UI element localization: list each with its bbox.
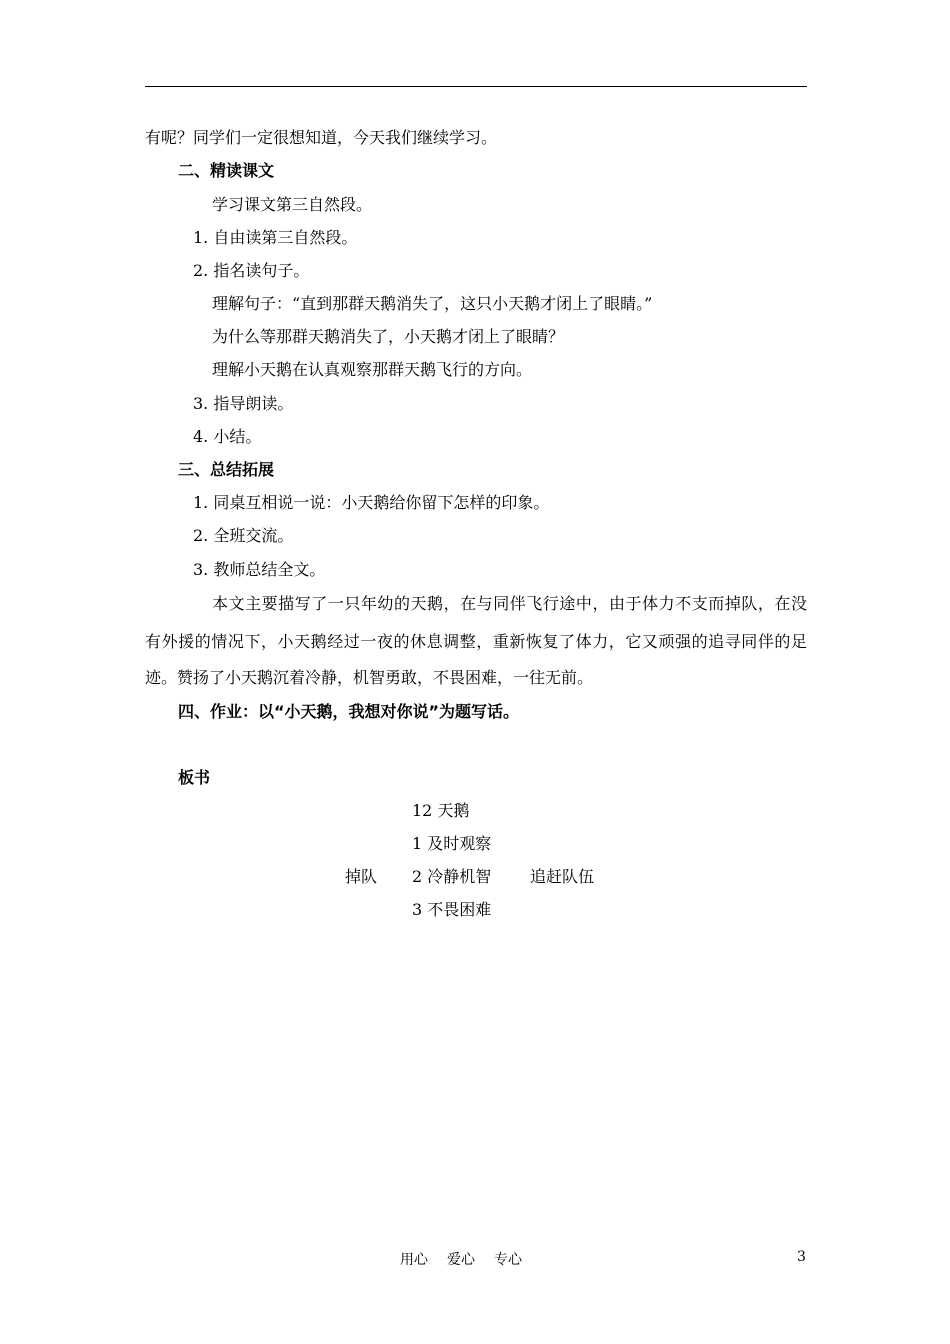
header-rule xyxy=(145,86,807,87)
study-line: 学习课文第三自然段。 xyxy=(212,195,373,214)
list-item-class-exchange: 2. 全班交流。 xyxy=(193,526,294,545)
board-title: 12 天鹅 xyxy=(412,801,470,820)
list-item-free-read: 1. 自由读第三自然段。 xyxy=(193,228,358,247)
intro-tail-paragraph: 有呢？同学们一定很想知道，今天我们继续学习。 xyxy=(145,128,498,147)
footer-motto-3: 专心 xyxy=(494,1252,522,1268)
summary-line-3: 迹。赞扬了小天鹅沉着冷静，机智勇敢，不畏困难，一往无前。 xyxy=(145,668,594,687)
page-number: 3 xyxy=(797,1249,806,1265)
summary-line-1: 本文主要描写了一只年幼的天鹅，在与同伴飞行途中，由于体力不支而掉队，在没 xyxy=(212,594,807,613)
section3-heading: 三、总结拓展 xyxy=(178,460,275,479)
list-item-summary: 4. 小结。 xyxy=(193,427,262,446)
board-left-label: 掉队 xyxy=(345,867,378,886)
question-line: 为什么等那群天鹅消失了，小天鹅才闭上了眼睛？ xyxy=(212,327,565,346)
board-heading: 板书 xyxy=(178,768,211,787)
board-point-2: 2 冷静机智 xyxy=(412,867,492,886)
board-right-label: 追赶队伍 xyxy=(530,867,595,886)
understand-sentence: 理解句子：“直到那群天鹅消失了，这只小天鹅才闭上了眼睛。” xyxy=(212,294,653,313)
list-item-deskmate: 1. 同桌互相说一说：小天鹅给你留下怎样的印象。 xyxy=(193,493,550,512)
summary-line-2: 有外援的情况下，小天鹅经过一夜的休息调整，重新恢复了体力，它又顽强的追寻同伴的足 xyxy=(145,632,807,651)
list-item-name-read: 2. 指名读句子。 xyxy=(193,261,310,280)
section2-heading: 二、精读课文 xyxy=(178,161,275,180)
board-point-3: 3 不畏困难 xyxy=(412,900,492,919)
list-item-guide-read: 3. 指导朗读。 xyxy=(193,394,294,413)
list-item-teacher-summary: 3. 教师总结全文。 xyxy=(193,560,326,579)
understand-observation: 理解小天鹅在认真观察那群天鹅飞行的方向。 xyxy=(212,360,533,379)
footer-motto-2: 爱心 xyxy=(447,1252,475,1268)
footer-motto-1: 用心 xyxy=(400,1252,428,1268)
board-point-1: 1 及时观察 xyxy=(412,834,492,853)
section4-heading: 四、作业：以“小天鹅，我想对你说”为题写话。 xyxy=(178,702,520,721)
